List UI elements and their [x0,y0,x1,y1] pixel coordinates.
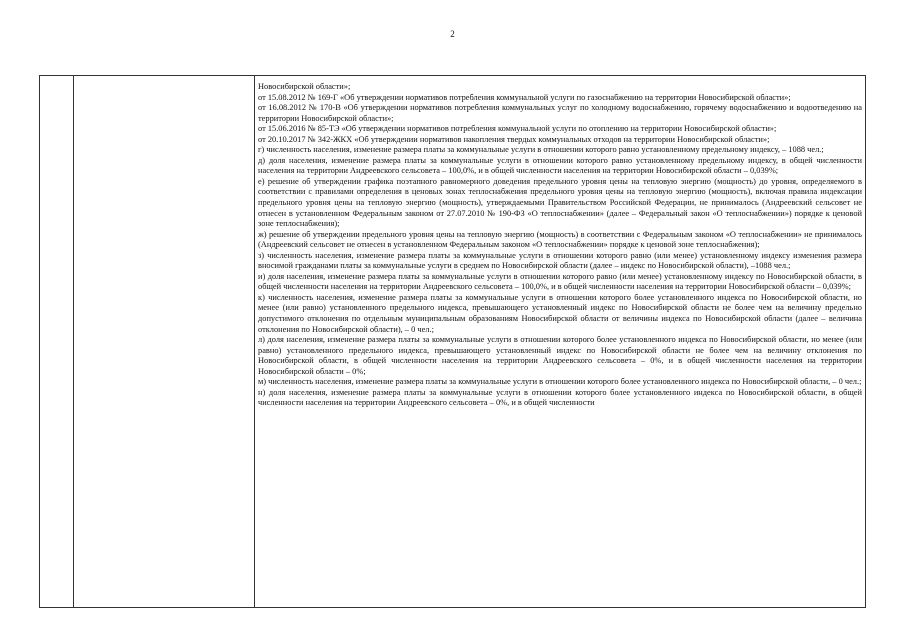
paragraph-heating-norms: от 15.06.2016 № 85-ТЭ «Об утверждении нормативов потребления коммунальной услуги по отоплению на территории Новосибирской области»; [258,124,777,134]
paragraph-z: з) численность населения, изменение размера платы за коммунальные услуги в отношении которого равно (или менее) установленному индексу изменения размера вносимой гражданами платы за коммунальные услуги в среднем по Новосибирской области (далее – индекс по Новосибирской области), –1088 чел.; [258,250,862,271]
paragraph-i: и) доля населения, изменение размера платы за коммунальные услуги в отношении которого равно (или менее) установленному индексу по Новосибирской области, в общей численности населения на территории Андреевского сельсовета – 100,0%, и в общей численности населения на территории Новосибирской области – 0,039%; [258,271,862,292]
paragraph-l: л) доля населения, изменение размера платы за коммунальные услуги в отношении которого более установленного индекса по Новосибирской области, но менее (или равно) установленного предельного индекса, превышающего установленный индекс по Новосибирской области не более чем на величину отклонения по Новосибирской области, в общей численности населения на территории Андреевского сельсовета – 0%, и в общей численности населения на территории Новосибирской области – 0%; [258,335,862,376]
paragraph-zh: ж) решение об утверждении предельного уровня цены на тепловую энергию (мощность) в соответствии с Федеральным законом «О теплоснабжении» не принималось (Андреевский сельсовет не отнесен в установленном Федеральным законом «О теплоснабжении» порядке к ценовой зоне теплоснабжения); [258,229,862,250]
column-divider-2 [254,76,255,607]
paragraph-water-norms: от 16.08.2012 № 170-В «Об утверждении нормативов потребления коммунальных услуг по холодному водоснабжению, горячему водоснабжению и водоотведению на территории Новосибирской области»; [258,103,862,123]
paragraph-gas-norms: от 15.08.2012 № 169-Г «Об утверждении нормативов потребления коммунальной услуги по газоснабжению на территории Новосибирской области»; [258,92,791,102]
paragraph-k: к) численность населения, изменение размера платы за коммунальные услуги в отношении которого более установленного индекса по Новосибирской области, но менее (или равно) установленного предельного индекса, превышающего установленный индекс по Новосибирской области не более чем на величину предельно допустимого отклонения по отдельным муниципальным образованиям Новосибирской области от величины индекса по Новосибирской области (далее – величина отклонения по Новосибирской области), – 0 чел.; [258,292,862,334]
paragraph-n: н) доля населения, изменение размера платы за коммунальные услуги в отношении которого более установленного индекса по Новосибирской области, в общей численности населения на территории Андреевского сельсовета – 0%, и в общей численности [258,387,862,408]
page-number: 2 [450,29,455,39]
paragraph-e: е) решение об утверждении графика поэтапного равномерного доведения предельного уровня цены на тепловую энергию (мощность) до уровня, определяемого в соответствии с правилами определения в ценовых зонах теплоснабжения предельного уровня цены на тепловую энергию (мощность), включая правила индексации предельного уровня цены на тепловую энергию (мощность), утверждаемыми Правительством Российской Федерации, не принималось (Андреевский сельсовет не отнесен в установленном Федеральным законом от 27.07.2010 № 190-ФЗ «О теплоснабжении» (далее – Федеральный закон «О теплоснабжении») порядке к ценовой зоне теплоснабжения); [258,176,862,229]
paragraph-g: г) численность населения, изменение размера платы за коммунальные услуги в отношении которого равно установленному предельному индексу, – 1088 чел.; [258,145,824,155]
paragraph-waste-norms: от 20.10.2017 № 342-ЖКХ «Об утверждении нормативов накопления твердых коммунальных отходов на территории Новосибирской области»; [258,134,770,144]
paragraph-continuation: Новосибирской области»; [258,82,351,91]
paragraph-d: д) доля населения, изменение размера платы за коммунальные услуги в отношении которого равно установленному предельному индексу, в общей численности населения на территории Андреевского сельсовета – 100,0%, и в общей численности населения на территории Новосибирской области – 0,039%; [258,155,862,176]
content-cell [258,82,862,409]
column-divider-1 [73,76,74,607]
paragraph-m: м) численность населения, изменение размера платы за коммунальные услуги в отношении которого более установленного индекса по Новосибирской области, – 0 чел.; [258,377,862,387]
document-table [39,75,866,608]
